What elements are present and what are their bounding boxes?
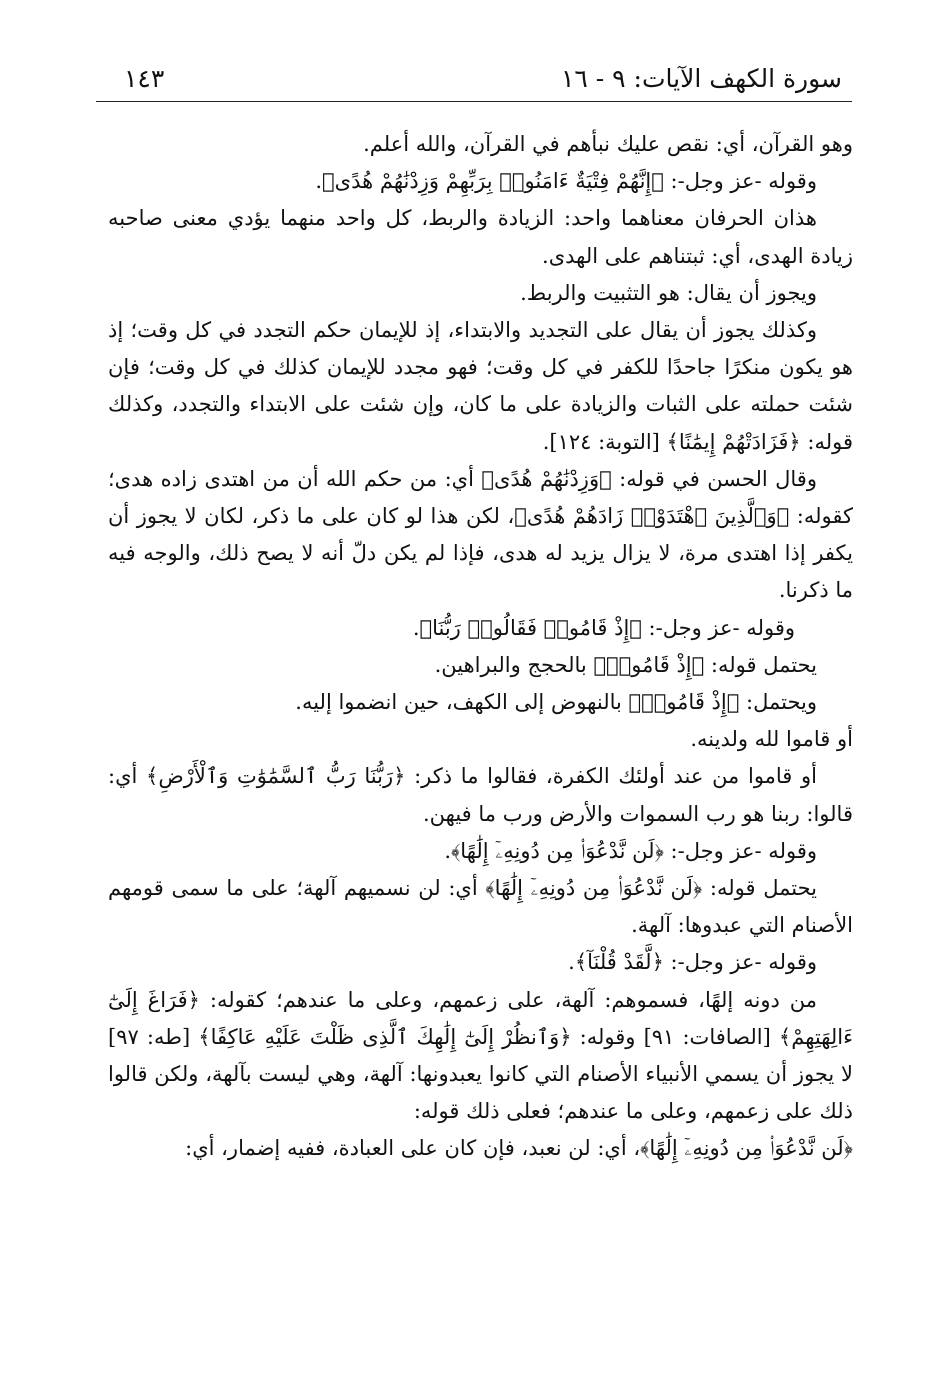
page-number: ١٤٣ [124, 64, 165, 93]
paragraph: وقوله -عز وجل-: ﴿إِذْ قَامُوا۟ فَقَالُوا۟ رَبُّنَا﴾. [412, 615, 795, 640]
page-body [108, 126, 853, 1168]
paragraph: من دونه إلهًا، فسموهم: آلهة، على زعمهم، وعلى ما عندهم؛ كقوله: ﴿فَرَاغَ إِلَىٰٓ ءَالِهَتِهِمْ﴾ [الصافات: ٩١] وقوله: ﴿وَٱنظُرْ إِلَىٰٓ إِلَٰهِكَ ٱلَّذِى ظَلْتَ عَلَيْهِ عَاكِفًا﴾ [طه: ٩٧] لا يجوز أن يسمي الأنبياء الأصنام التي كانوا يعبدونها: آلهة، وهي ليست بآلهة، ولكن قالوا ذلك على زعمهم، وعلى ما عندهم؛ فعلى ذلك قوله: [108, 987, 853, 1124]
paragraph: وقال الحسن في قوله: ﴿وَزِدْنَٰهُمْ هُدًى﴾ أي: من حكم الله أن من اهتدى زاده هدى؛ كقوله: ﴿وَٱلَّذِينَ ٱهْتَدَوْا۟ زَادَهُمْ هُدًى﴾، لكن هذا لو كان على ما ذكر، لكان لا يجوز أن يكفر إذا اهتدى مرة، لا يزال يزيد له هدى، فإذا لم يكن دلّ أنه لا يصح ذلك، والوجه فيه ما ذكرنا. [108, 466, 853, 603]
paragraph: وكذلك يجوز أن يقال على التجديد والابتداء، إذ للإيمان حكم التجدد في كل وقت؛ إذ هو يكون منكرًا جاحدًا للكفر في كل وقت؛ فهو مجدد للإيمان كذلك في كل وقت؛ فإن شئت حملته على الثبات والزيادة على ما كان، وإن شئت على الابتداء والتجدد، وكذلك قوله: ﴿فَزَادَتْهُمْ إِيمَٰنًا﴾ [التوبة: ١٢٤]. [108, 318, 853, 454]
header-rule [96, 101, 852, 102]
paragraph: أو قاموا من عند أولئك الكفرة، فقالوا ما ذكر: ﴿رَبُّنَا رَبُّ ٱلسَّمَٰوَٰتِ وَٱلْأَرْضِ﴾ أي: قالوا: ربنا هو رب السموات والأرض ورب ما فيهن. [108, 764, 853, 826]
page-header [96, 56, 852, 106]
paragraph: وهو القرآن، أي: نقص عليك نبأهم في القرآن، والله أعلم. [363, 132, 853, 156]
paragraph: وقوله -عز وجل-: ﴿لَّقَدْ قُلْنَآ﴾. [568, 950, 817, 975]
paragraph: ويحتمل: ﴿إِذْ قَامُوا۟﴾ بالنهوض إلى الكهف، حين انضموا إليه. [295, 690, 817, 715]
paragraph: ﴿لَن نَّدْعُوَا۟ مِن دُونِهِۦٓ إِلَٰهًا﴾، أي: لن نعبد، فإن كان على العبادة، ففيه إضمار، أي: [185, 1136, 853, 1161]
paragraph: يحتمل قوله: ﴿إِذْ قَامُوا۟﴾ بالحجج والبراهين. [434, 652, 817, 677]
running-title: سورة الكهف الآيات: ٩ - ١٦ [560, 64, 842, 93]
paragraph: ويجوز أن يقال: هو التثبيت والربط. [520, 280, 817, 305]
paragraph: وقوله -عز وجل-: ﴿لَن نَّدْعُوَا۟ مِن دُونِهِۦٓ إِلَٰهًا﴾. [444, 838, 817, 863]
paragraph: أو قاموا لله ولدينه. [690, 727, 853, 752]
paragraph: يحتمل قوله: ﴿لَن نَّدْعُوَا۟ مِن دُونِهِۦٓ إِلَٰهًا﴾ أي: لن نسميهم آلهة؛ على ما سمى قومهم الأصنام التي عبدوها: آلهة. [108, 876, 853, 938]
paragraph: هذان الحرفان معناهما واحد: الزيادة والربط، كل واحد منهما يؤدي معنى صاحبه زيادة الهدى، أي: ثبتناهم على الهدى. [108, 206, 853, 268]
paragraph: وقوله -عز وجل-: ﴿إِنَّهُمْ فِتْيَةٌ ءَامَنُوا۟ بِرَبِّهِمْ وَزِدْنَٰهُمْ هُدًى﴾. [315, 169, 817, 194]
